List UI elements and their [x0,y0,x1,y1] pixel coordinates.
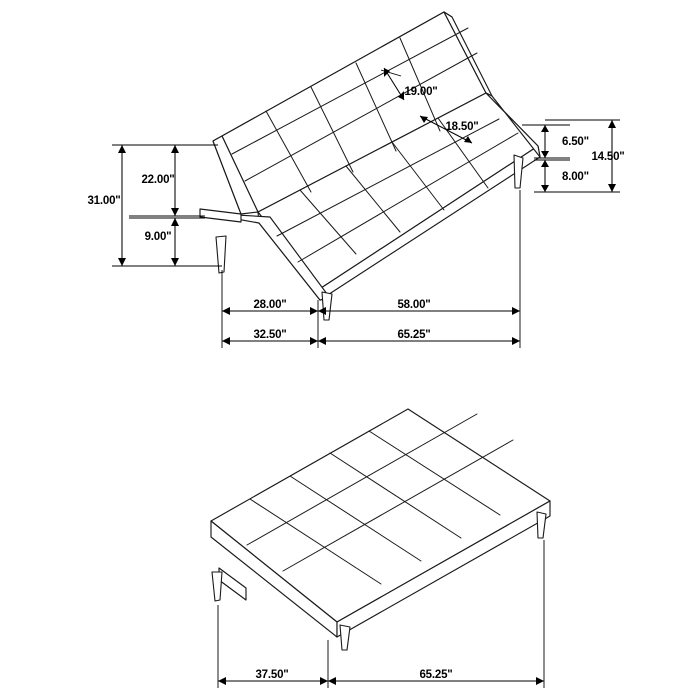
futon-upright-isometric-view [200,12,540,320]
dim-label-9: 9.00" [144,231,172,243]
dim-label-8: 8.00" [562,171,589,183]
dim-label-6-50: 6.50" [562,136,589,148]
dim-label-32-50: 32.50" [253,329,287,341]
dim-9 [129,218,222,266]
leg-back-right [514,155,523,188]
flat-leg-right [537,512,546,538]
leg-front-left [216,236,226,273]
dim-label-28: 28.00" [253,299,287,311]
dim-label-31: 31.00" [87,195,121,207]
flat-leg-left [212,572,222,601]
dim-label-18-50: 18.50" [445,121,479,133]
dim-label-19: 19.00" [404,86,438,98]
dim-label-14-50: 14.50" [591,151,625,163]
dim-label-65-25-upright: 65.25" [397,329,431,341]
leg-front-right [322,292,332,320]
dim-label-65-25-flat: 65.25" [419,669,453,681]
flat-leg-front [340,625,350,650]
futon-flat-bed-isometric-view [211,409,550,650]
dim-label-22: 22.00" [141,174,175,186]
dim-label-37-50: 37.50" [255,669,289,681]
dim-label-58: 58.00" [397,299,431,311]
